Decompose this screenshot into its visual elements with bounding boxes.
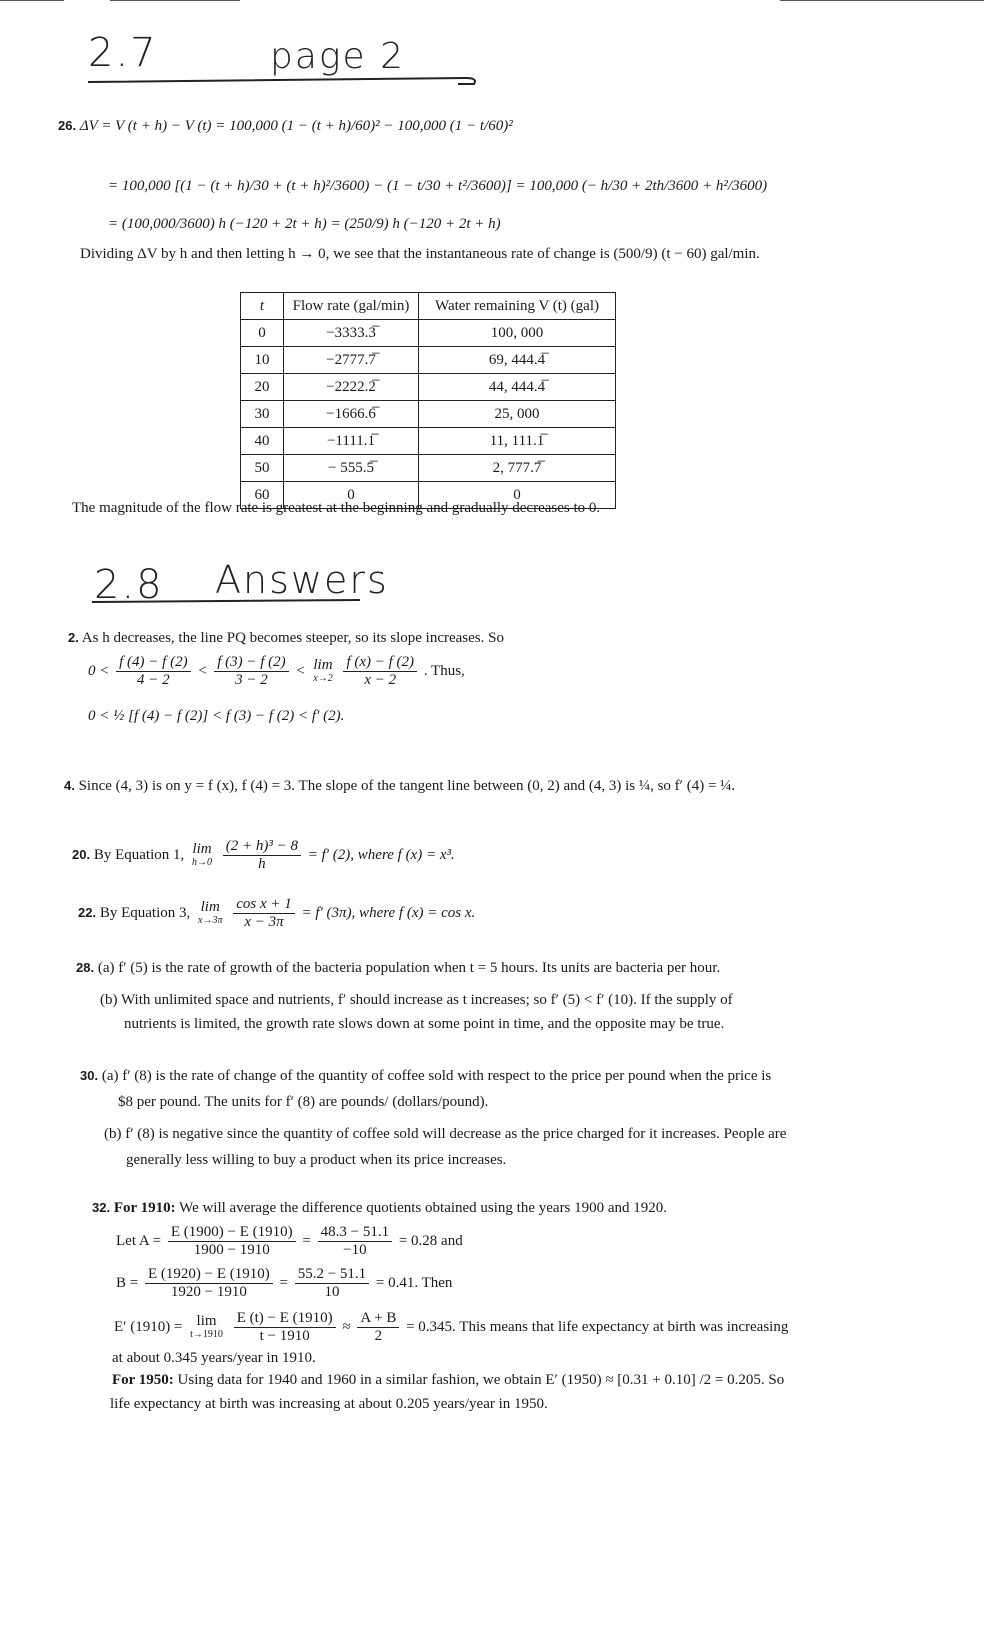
table-row: 50 − 555.5̅ 2, 777.7̅ <box>241 455 616 482</box>
problem-32-1950-line2: life expectancy at birth was increasing at about 0.205 years/year in 1950. <box>110 1396 548 1412</box>
problem-number: 26. <box>58 118 77 133</box>
problem-30-part-b-line1: (b) f′ (8) is negative since the quantity of coffee sold will decrease as the price charged for it increases. People are <box>104 1126 787 1142</box>
table-row: 0 −3333.3̅ 100, 000 <box>241 320 616 347</box>
problem-32-intro: 32. For 1910: We will average the difference quotients obtained using the years 1900 and 1920. <box>92 1200 668 1216</box>
problem-number: 30. <box>80 1068 99 1083</box>
table-header-water: Water remaining V (t) (gal) <box>419 293 616 320</box>
problem-32-a-equation: Let A = $\frac{E (1900) - E (1910)}{1900 - 1910}$ = $\frac{48.3 - 51.1}{-10}$ = 0.28 and <box>116 1224 463 1258</box>
problem-number: 2. <box>68 630 79 645</box>
table-row: 40 −1111.1̅ 11, 111.1̅ <box>241 428 616 455</box>
problem-2-result: 0 < ½ [f (4) − f (2)] < f (3) − f (2) < f′ (2). <box>88 708 345 724</box>
flow-rate-table <box>240 292 616 509</box>
heading-underline <box>90 596 370 610</box>
problem-30-part-a-line2: $8 per pound. The units for f′ (8) are pounds/ (dollars/pound). <box>118 1094 489 1110</box>
problem-number: 28. <box>76 960 95 975</box>
problem-32-1950: For 1950: Using data for 1940 and 1960 in a similar fashion, we obtain E′ (1950) ≈ [0.31 + 0.10] /2 = 0.205. So <box>112 1372 785 1388</box>
scan-edge-mark <box>780 0 984 1</box>
table-header-flow: Flow rate (gal/min) <box>284 293 419 320</box>
problem-28-part-a: 28. (a) f′ (5) is the rate of growth of the bacteria population when t = 5 hours. Its units are bacteria per hour. <box>76 960 721 976</box>
problem-28-part-b-line1: (b) With unlimited space and nutrients, f′ should increase as t increases; so f′ (5) < f′ (10). If the supply of <box>100 992 733 1008</box>
problem-26-line2: = 100,000 [(1 − (t + h)/30 + (t + h)²/3600) − (1 − t/30 + t²/3600)] = 100,000 (− h/30 + 2th/3600 + h²/3600) <box>108 178 768 194</box>
problem-number: 20. <box>72 846 91 862</box>
section-heading-number: 2.7 <box>88 30 158 76</box>
problem-26-text: Dividing ΔV by h and then letting h → 0, we see that the instantaneous rate of change is (500/9) (t − 60) gal/min. <box>80 246 760 262</box>
problem-32-e-equation: E′ (1910) = lim t→1910 $\frac{E (t) - E (1910)}{t - 1910}$ ≈ $\frac{A + B}{2}$ = 0.345. This means that life expectancy at birth was increasing <box>114 1310 789 1344</box>
scan-edge-mark <box>110 0 240 1</box>
table-row: 30 −1666.6̅ 25, 000 <box>241 401 616 428</box>
problem-26-conclusion: The magnitude of the flow rate is greatest at the beginning and gradually decreases to 0. <box>72 500 601 516</box>
problem-20-text: 20. By Equation 1, lim h→0 $\frac{\text{(2 + h)³ − 8}}{h}$ = f′ (2), where f (x) = x³. <box>72 838 455 872</box>
problem-26-line3: = (100,000/3600) h (−120 + 2t + h) = (250/9) h (−120 + 2t + h) <box>108 216 501 232</box>
section-heading-title: Answers <box>215 558 389 602</box>
problem-32-b-equation: B = $\frac{E (1920) - E (1910)}{1920 - 1910}$ = $\frac{55.2 - 51.1}{10}$ = 0.41. Then <box>116 1266 453 1300</box>
problem-32-e-line2: at about 0.345 years/year in 1910. <box>112 1350 316 1366</box>
problem-number: 22. <box>78 904 97 920</box>
table-row: 10 −2777.7̅ 69, 444.4̅ <box>241 347 616 374</box>
problem-number: 4. <box>64 778 75 793</box>
table-header-row <box>241 293 616 320</box>
table-row: 20 −2222.2̅ 44, 444.4̅ <box>241 374 616 401</box>
problem-30-part-b-line2: generally less willing to buy a product when its price increases. <box>126 1152 507 1168</box>
problem-26-line1: 26. ΔV = V (t + h) − V (t) = 100,000 (1 − (t + h)/60)² − 100,000 (1 − t/60)² <box>58 118 513 134</box>
problem-28-part-b-line2: nutrients is limited, the growth rate slows down at some point in time, and the opposite may be true. <box>124 1016 725 1032</box>
table-row: 60 0 0 <box>241 482 616 509</box>
problem-30-part-a-line1: 30. (a) f′ (8) is the rate of change of the quantity of coffee sold with respect to the price per pound when the price is <box>80 1068 772 1084</box>
table-header-t: t <box>241 293 284 320</box>
problem-22-text: 22. By Equation 3, lim x→3π $\frac{\text{cos x + 1}}{x - 3\pi}$ = f′ (3π), where f (x) = cos x. <box>78 896 476 930</box>
problem-4-text: 4. Since (4, 3) is on y = f (x), f (4) = 3. The slope of the tangent line between (0, 2) and (4, 3) is ¼, so f′ (4) = ¼. <box>64 778 736 794</box>
heading-underline <box>86 68 486 90</box>
problem-2-inequality: 0 < $\frac{f (4) - f (2)}{4 - 2}$ < $\frac{f (3) - f (2)}{3 - 2}$ < lim x→2 $\frac{f (x) - f (2)}{x - 2}$ . Thus, <box>88 654 465 688</box>
problem-2-text: 2. As h decreases, the line PQ becomes steeper, so its slope increases. So <box>68 630 504 646</box>
scan-edge-mark <box>0 0 64 1</box>
section-heading-number: 2.8 <box>94 562 164 608</box>
problem-number: 32. <box>92 1200 111 1215</box>
section-heading-title: page 2 <box>270 36 406 77</box>
